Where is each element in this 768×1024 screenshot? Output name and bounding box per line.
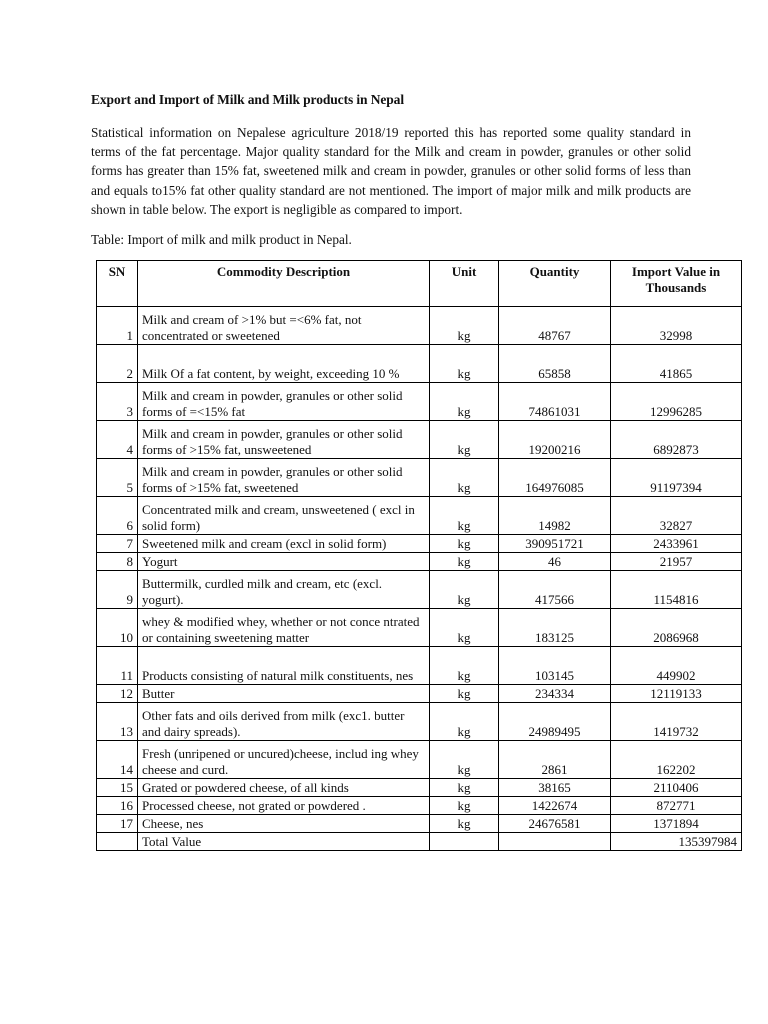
table-row (97, 421, 742, 459)
milk-import-table (96, 260, 742, 851)
cell-import-value: 32998 (611, 307, 742, 345)
cell-import-value: 32827 (611, 497, 742, 535)
cell-sn: 15 (97, 779, 138, 797)
cell-sn: 14 (97, 741, 138, 779)
cell-description: Processed cheese, not grated or powdered . (138, 797, 430, 815)
cell-description: Other fats and oils derived from milk (exc1. butter and dairy spreads). (138, 703, 430, 741)
intro-paragraph: Statistical information on Nepalese agriculture 2018/19 reported this has reported some quality standard in terms of the fat percentage. Major quality standard for the Milk and cream in powder, granules or other solid forms has greater than 15% fat, sweetened milk and cream in powder, granules or other solid forms of less than and equals to15% fat other quality standard are not mentioned. The import of major milk and milk products are shown in table below. The export is negligible as compared to import. (91, 125, 691, 217)
cell-import-value: 6892873 (611, 421, 742, 459)
cell-sn: 7 (97, 535, 138, 553)
cell-unit: kg (430, 497, 499, 535)
cell-sn: 8 (97, 553, 138, 571)
total-value: 135397984 (611, 833, 742, 851)
cell-unit: kg (430, 815, 499, 833)
cell-quantity: 417566 (499, 571, 611, 609)
table-row (97, 535, 742, 553)
cell-import-value: 12996285 (611, 383, 742, 421)
cell-import-value: 41865 (611, 345, 742, 383)
table-row (97, 703, 742, 741)
table-row (97, 571, 742, 609)
cell-unit: kg (430, 383, 499, 421)
cell-quantity: 234334 (499, 685, 611, 703)
cell-description: Milk and cream of >1% but =<6% fat, not concentrated or sweetened (138, 307, 430, 345)
cell-quantity: 24676581 (499, 815, 611, 833)
table-row (97, 797, 742, 815)
cell-sn: 4 (97, 421, 138, 459)
header-quantity: Quantity (499, 261, 611, 307)
document-heading: Export and Import of Milk and Milk products in Nepal (91, 92, 404, 107)
cell-quantity: 46 (499, 553, 611, 571)
cell-import-value: 2433961 (611, 535, 742, 553)
cell-quantity: 74861031 (499, 383, 611, 421)
table-row (97, 345, 742, 383)
table-row (97, 609, 742, 647)
cell-import-value: 21957 (611, 553, 742, 571)
table-row (97, 459, 742, 497)
cell-sn: 6 (97, 497, 138, 535)
cell-quantity: 19200216 (499, 421, 611, 459)
cell-description: Yogurt (138, 553, 430, 571)
cell-unit: kg (430, 779, 499, 797)
table-row (97, 307, 742, 345)
cell-unit: kg (430, 459, 499, 497)
cell-sn: 5 (97, 459, 138, 497)
cell-description: Products consisting of natural milk constituents, nes (138, 647, 430, 685)
cell-sn: 2 (97, 345, 138, 383)
cell-import-value: 1154816 (611, 571, 742, 609)
cell-sn: 9 (97, 571, 138, 609)
cell-description: Buttermilk, curdled milk and cream, etc (excl. yogurt). (138, 571, 430, 609)
cell-description: Grated or powdered cheese, of all kinds (138, 779, 430, 797)
cell-unit-empty (430, 833, 499, 851)
cell-unit: kg (430, 345, 499, 383)
cell-quantity: 390951721 (499, 535, 611, 553)
cell-sn: 12 (97, 685, 138, 703)
table-body (97, 307, 742, 851)
cell-import-value: 2110406 (611, 779, 742, 797)
table-row (97, 647, 742, 685)
table-caption: Table: Import of milk and milk product in Nepal. (91, 232, 352, 247)
cell-sn: 16 (97, 797, 138, 815)
table-row (97, 741, 742, 779)
cell-sn: 17 (97, 815, 138, 833)
cell-quantity: 2861 (499, 741, 611, 779)
cell-import-value: 2086968 (611, 609, 742, 647)
cell-quantity: 24989495 (499, 703, 611, 741)
cell-unit: kg (430, 703, 499, 741)
cell-quantity: 164976085 (499, 459, 611, 497)
cell-description: Sweetened milk and cream (excl in solid form) (138, 535, 430, 553)
cell-unit: kg (430, 797, 499, 815)
cell-description: Cheese, nes (138, 815, 430, 833)
total-label: Total Value (138, 833, 430, 851)
header-unit: Unit (430, 261, 499, 307)
cell-unit: kg (430, 421, 499, 459)
table-total-row (97, 833, 742, 851)
cell-description: Butter (138, 685, 430, 703)
cell-import-value: 1371894 (611, 815, 742, 833)
cell-description: Concentrated milk and cream, unsweetened ( excl in solid form) (138, 497, 430, 535)
cell-import-value: 1419732 (611, 703, 742, 741)
cell-sn-empty (97, 833, 138, 851)
cell-description: Fresh (unripened or uncured)cheese, includ ing whey cheese and curd. (138, 741, 430, 779)
cell-description: Milk Of a fat content, by weight, exceeding 10 % (138, 345, 430, 383)
cell-quantity: 65858 (499, 345, 611, 383)
cell-import-value: 162202 (611, 741, 742, 779)
cell-description: Milk and cream in powder, granules or other solid forms of >15% fat, sweetened (138, 459, 430, 497)
cell-quantity: 48767 (499, 307, 611, 345)
cell-unit: kg (430, 535, 499, 553)
cell-unit: kg (430, 307, 499, 345)
cell-unit: kg (430, 571, 499, 609)
cell-unit: kg (430, 609, 499, 647)
cell-description: Milk and cream in powder, granules or other solid forms of =<15% fat (138, 383, 430, 421)
cell-import-value: 91197394 (611, 459, 742, 497)
cell-quantity: 1422674 (499, 797, 611, 815)
cell-sn: 3 (97, 383, 138, 421)
cell-description: Milk and cream in powder, granules or other solid forms of >15% fat, unsweetened (138, 421, 430, 459)
cell-unit: kg (430, 553, 499, 571)
cell-import-value: 449902 (611, 647, 742, 685)
table-row (97, 815, 742, 833)
cell-sn: 11 (97, 647, 138, 685)
cell-import-value: 12119133 (611, 685, 742, 703)
cell-unit: kg (430, 647, 499, 685)
cell-quantity: 103145 (499, 647, 611, 685)
table-row (97, 779, 742, 797)
header-sn: SN (97, 261, 138, 307)
table-row (97, 497, 742, 535)
table-header-row (97, 261, 742, 307)
cell-description: whey & modified whey, whether or not conce ntrated or containing sweetening matter (138, 609, 430, 647)
cell-import-value: 872771 (611, 797, 742, 815)
header-import-value: Import Value in Thousands (611, 261, 742, 307)
cell-sn: 10 (97, 609, 138, 647)
cell-quantity: 14982 (499, 497, 611, 535)
cell-sn: 13 (97, 703, 138, 741)
header-commodity-description: Commodity Description (138, 261, 430, 307)
cell-quantity: 38165 (499, 779, 611, 797)
cell-unit: kg (430, 741, 499, 779)
cell-sn: 1 (97, 307, 138, 345)
table-row (97, 553, 742, 571)
table-row (97, 383, 742, 421)
cell-quantity: 183125 (499, 609, 611, 647)
cell-unit: kg (430, 685, 499, 703)
cell-quantity-empty (499, 833, 611, 851)
table-row (97, 685, 742, 703)
